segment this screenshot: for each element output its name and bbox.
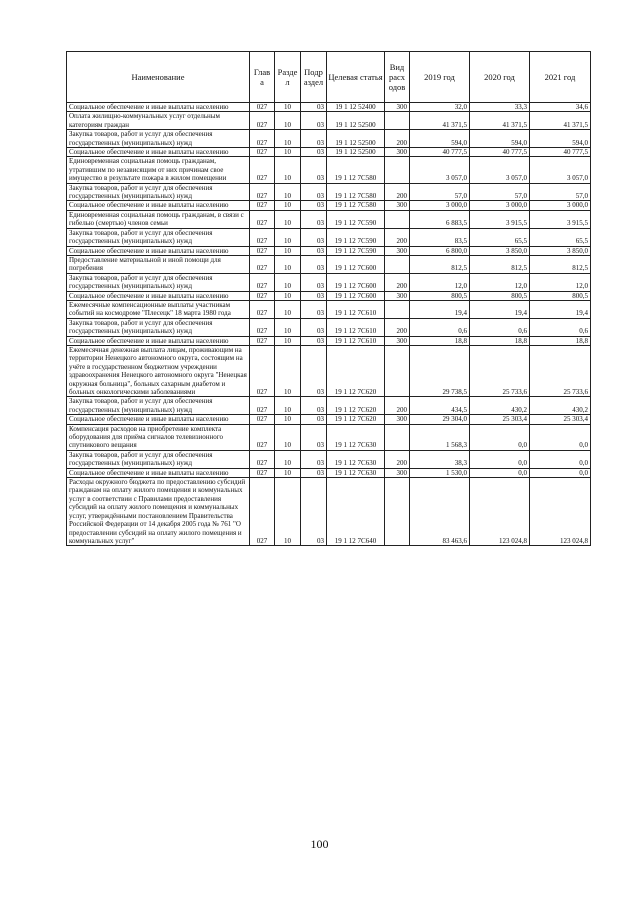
cell-vid: 200 (385, 318, 410, 336)
cell-glava: 027 (250, 336, 275, 345)
table-row (67, 228, 591, 246)
cell-vid: 300 (385, 201, 410, 210)
cell-2020: 3 915,5 (470, 210, 530, 228)
table-row (67, 103, 591, 112)
cell-glava: 027 (250, 183, 275, 201)
cell-name: Закупка товаров, работ и услуг для обеспечения государственных (муниципальных) нужд (67, 318, 250, 336)
cell-2020: 19,4 (470, 300, 530, 318)
cell-vid (385, 255, 410, 273)
cell-target: 19 1 12 7С590 (327, 210, 385, 228)
cell-2021: 40 777,5 (530, 148, 591, 157)
cell-target: 19 1 12 7С580 (327, 183, 385, 201)
table-row (67, 273, 591, 291)
cell-podrazdel: 03 (301, 300, 327, 318)
cell-vid: 300 (385, 246, 410, 255)
cell-target: 19 1 12 7С620 (327, 345, 385, 396)
cell-2021: 34,6 (530, 103, 591, 112)
cell-glava: 027 (250, 210, 275, 228)
cell-glava: 027 (250, 415, 275, 424)
table-row (67, 424, 591, 450)
cell-razdel: 10 (275, 112, 301, 130)
cell-razdel: 10 (275, 183, 301, 201)
cell-name: Социальное обеспечение и иные выплаты населению (67, 291, 250, 300)
header-glava: Глав а (250, 52, 275, 103)
cell-2020: 0,0 (470, 450, 530, 468)
cell-glava: 027 (250, 130, 275, 148)
cell-razdel: 10 (275, 255, 301, 273)
header-name: Наименование (67, 52, 250, 103)
cell-target: 19 1 12 7С580 (327, 201, 385, 210)
header-podrazdel: Подр аздел (301, 52, 327, 103)
cell-target: 19 1 12 52500 (327, 148, 385, 157)
cell-2019: 0,6 (410, 318, 470, 336)
table-row (67, 246, 591, 255)
cell-2019: 29 304,0 (410, 415, 470, 424)
cell-vid: 300 (385, 468, 410, 477)
cell-glava: 027 (250, 468, 275, 477)
cell-target: 19 1 12 7С600 (327, 255, 385, 273)
cell-glava: 027 (250, 148, 275, 157)
cell-target: 19 1 12 7С590 (327, 246, 385, 255)
cell-2020: 41 371,5 (470, 112, 530, 130)
cell-name: Ежемесячная денежная выплата лицам, проживающим на территории Ненецкого автономного округа, состоящим на учёте в государственном бюджетном учреждении здравоохранения Ненецкого автономного округа "Ненецкая окружная больница", больных сахарным диабетом и больных онкологическими заболеваниями (67, 345, 250, 396)
cell-razdel: 10 (275, 336, 301, 345)
cell-razdel: 10 (275, 148, 301, 157)
header-2020: 2020 год (470, 52, 530, 103)
table-row (67, 255, 591, 273)
cell-name: Единовременная социальная помощь гражданам, в связи с гибелью (смертью) членов семьи (67, 210, 250, 228)
cell-2020: 594,0 (470, 130, 530, 148)
table-row (67, 300, 591, 318)
header-2021: 2021 год (530, 52, 591, 103)
cell-2019: 434,5 (410, 397, 470, 415)
cell-razdel: 10 (275, 468, 301, 477)
cell-name: Социальное обеспечение и иные выплаты населению (67, 336, 250, 345)
cell-vid: 200 (385, 130, 410, 148)
cell-podrazdel: 03 (301, 478, 327, 546)
cell-2020: 800,5 (470, 291, 530, 300)
cell-podrazdel: 03 (301, 336, 327, 345)
cell-vid: 300 (385, 148, 410, 157)
table-row (67, 345, 591, 396)
table-row (67, 148, 591, 157)
table-row (67, 183, 591, 201)
cell-2020: 40 777,5 (470, 148, 530, 157)
cell-name: Оплата жилищно-коммунальных услуг отдельным категориям граждан (67, 112, 250, 130)
cell-2020: 812,5 (470, 255, 530, 273)
cell-2021: 57,0 (530, 183, 591, 201)
cell-podrazdel: 03 (301, 291, 327, 300)
cell-vid (385, 300, 410, 318)
cell-2020: 3 057,0 (470, 157, 530, 183)
cell-vid (385, 157, 410, 183)
cell-name: Закупка товаров, работ и услуг для обеспечения государственных (муниципальных) нужд (67, 397, 250, 415)
cell-name: Социальное обеспечение и иные выплаты населению (67, 468, 250, 477)
cell-podrazdel: 03 (301, 112, 327, 130)
cell-podrazdel: 03 (301, 228, 327, 246)
cell-glava: 027 (250, 318, 275, 336)
table-header-row (67, 52, 591, 103)
cell-2019: 812,5 (410, 255, 470, 273)
cell-razdel: 10 (275, 157, 301, 183)
cell-2019: 594,0 (410, 130, 470, 148)
cell-vid: 200 (385, 228, 410, 246)
cell-podrazdel: 03 (301, 468, 327, 477)
cell-2020: 33,3 (470, 103, 530, 112)
cell-name: Закупка товаров, работ и услуг для обеспечения государственных (муниципальных) нужд (67, 183, 250, 201)
cell-name: Ежемесячные компенсационные выплаты участникам событий на космодроме "Плесецк" 18 марта 1980 года (67, 300, 250, 318)
table-row (67, 397, 591, 415)
table-row (67, 157, 591, 183)
cell-2021: 12,0 (530, 273, 591, 291)
table-row (67, 336, 591, 345)
cell-glava: 027 (250, 112, 275, 130)
cell-name: Закупка товаров, работ и услуг для обеспечения государственных (муниципальных) нужд (67, 130, 250, 148)
cell-2021: 0,0 (530, 424, 591, 450)
cell-target: 19 1 12 7С630 (327, 468, 385, 477)
cell-podrazdel: 03 (301, 424, 327, 450)
header-razdel: Разде л (275, 52, 301, 103)
cell-2021: 594,0 (530, 130, 591, 148)
cell-razdel: 10 (275, 478, 301, 546)
cell-razdel: 10 (275, 318, 301, 336)
cell-2020: 0,0 (470, 424, 530, 450)
table-row (67, 112, 591, 130)
cell-vid: 300 (385, 103, 410, 112)
cell-target: 19 1 12 7С610 (327, 300, 385, 318)
cell-2019: 18,8 (410, 336, 470, 345)
cell-vid: 200 (385, 397, 410, 415)
cell-target: 19 1 12 7С630 (327, 424, 385, 450)
cell-name: Социальное обеспечение и иные выплаты населению (67, 201, 250, 210)
cell-podrazdel: 03 (301, 345, 327, 396)
table-row (67, 415, 591, 424)
cell-glava: 027 (250, 345, 275, 396)
cell-2021: 3 057,0 (530, 157, 591, 183)
cell-razdel: 10 (275, 291, 301, 300)
cell-name: Социальное обеспечение и иные выплаты населению (67, 103, 250, 112)
cell-target: 19 1 12 7С590 (327, 228, 385, 246)
header-vid: Вид расх одов (385, 52, 410, 103)
cell-2020: 123 024,8 (470, 478, 530, 546)
cell-razdel: 10 (275, 450, 301, 468)
cell-name: Социальное обеспечение и иные выплаты населению (67, 246, 250, 255)
cell-2020: 25 733,6 (470, 345, 530, 396)
cell-podrazdel: 03 (301, 130, 327, 148)
cell-razdel: 10 (275, 130, 301, 148)
cell-2021: 3 000,0 (530, 201, 591, 210)
cell-target: 19 1 12 7С620 (327, 397, 385, 415)
cell-2020: 3 850,0 (470, 246, 530, 255)
cell-podrazdel: 03 (301, 103, 327, 112)
cell-razdel: 10 (275, 300, 301, 318)
cell-vid (385, 345, 410, 396)
cell-target: 19 1 12 7С610 (327, 336, 385, 345)
cell-vid (385, 424, 410, 450)
cell-podrazdel: 03 (301, 255, 327, 273)
cell-2020: 3 000,0 (470, 201, 530, 210)
cell-glava: 027 (250, 450, 275, 468)
cell-podrazdel: 03 (301, 273, 327, 291)
cell-glava: 027 (250, 300, 275, 318)
cell-2021: 41 371,5 (530, 112, 591, 130)
page-number: 100 (310, 837, 329, 851)
table-row (67, 291, 591, 300)
cell-2019: 40 777,5 (410, 148, 470, 157)
cell-2019: 12,0 (410, 273, 470, 291)
cell-target: 19 1 12 7С580 (327, 157, 385, 183)
cell-name: Закупка товаров, работ и услуг для обеспечения государственных (муниципальных) нужд (67, 273, 250, 291)
cell-2021: 0,6 (530, 318, 591, 336)
cell-vid (385, 478, 410, 546)
cell-name: Закупка товаров, работ и услуг для обеспечения государственных (муниципальных) нужд (67, 228, 250, 246)
cell-glava: 027 (250, 246, 275, 255)
cell-2019: 83 463,6 (410, 478, 470, 546)
cell-glava: 027 (250, 397, 275, 415)
cell-target: 19 1 12 7С630 (327, 450, 385, 468)
cell-podrazdel: 03 (301, 148, 327, 157)
cell-podrazdel: 03 (301, 246, 327, 255)
cell-target: 19 1 12 52500 (327, 112, 385, 130)
cell-2019: 32,0 (410, 103, 470, 112)
cell-2019: 6 883,5 (410, 210, 470, 228)
cell-vid: 300 (385, 336, 410, 345)
cell-razdel: 10 (275, 228, 301, 246)
cell-vid: 200 (385, 273, 410, 291)
table-row (67, 201, 591, 210)
header-target: Целевая статья (327, 52, 385, 103)
cell-podrazdel: 03 (301, 397, 327, 415)
cell-target: 19 1 12 7С600 (327, 273, 385, 291)
cell-2021: 123 024,8 (530, 478, 591, 546)
cell-vid (385, 210, 410, 228)
cell-glava: 027 (250, 157, 275, 183)
cell-glava: 027 (250, 103, 275, 112)
cell-vid: 200 (385, 183, 410, 201)
cell-name: Закупка товаров, работ и услуг для обеспечения государственных (муниципальных) нужд (67, 450, 250, 468)
cell-razdel: 10 (275, 210, 301, 228)
cell-2021: 19,4 (530, 300, 591, 318)
cell-2021: 800,5 (530, 291, 591, 300)
table-row (67, 468, 591, 477)
cell-target: 19 1 12 7С620 (327, 415, 385, 424)
cell-2021: 65,5 (530, 228, 591, 246)
cell-2021: 812,5 (530, 255, 591, 273)
cell-podrazdel: 03 (301, 210, 327, 228)
header-2019: 2019 год (410, 52, 470, 103)
cell-podrazdel: 03 (301, 318, 327, 336)
cell-name: Единовременная социальная помощь гражданам, утратившим по независящим от них причинам свое имущество в результате пожара в жилом помещении (67, 157, 250, 183)
cell-2021: 18,8 (530, 336, 591, 345)
cell-2019: 1 530,0 (410, 468, 470, 477)
cell-2019: 800,5 (410, 291, 470, 300)
cell-2019: 83,5 (410, 228, 470, 246)
cell-2019: 29 738,5 (410, 345, 470, 396)
cell-podrazdel: 03 (301, 415, 327, 424)
cell-podrazdel: 03 (301, 201, 327, 210)
cell-razdel: 10 (275, 424, 301, 450)
cell-name: Социальное обеспечение и иные выплаты населению (67, 415, 250, 424)
cell-2021: 430,2 (530, 397, 591, 415)
cell-2020: 12,0 (470, 273, 530, 291)
cell-razdel: 10 (275, 397, 301, 415)
cell-glava: 027 (250, 291, 275, 300)
cell-name: Компенсация расходов на приобретение комплекта оборудования для приёма сигналов телевизионного спутникового вещания (67, 424, 250, 450)
cell-name: Расходы окружного бюджета по предоставлению субсидий гражданам на оплату жилого помещения и коммунальных услуг в соответствии с Правилами предоставления субсидий на оплату жилого помещения и коммунальных услуг, утверждёнными постановлением Правительства Российской Федерации от 14 декабря 2005 года № 761 "О предоставлении субсидий на оплату жилого помещения и коммунальных услуг" (67, 478, 250, 546)
table-row (67, 130, 591, 148)
cell-2020: 430,2 (470, 397, 530, 415)
cell-2019: 41 371,5 (410, 112, 470, 130)
cell-2019: 19,4 (410, 300, 470, 318)
cell-glava: 027 (250, 273, 275, 291)
cell-2021: 0,0 (530, 450, 591, 468)
cell-razdel: 10 (275, 201, 301, 210)
table-row (67, 450, 591, 468)
cell-podrazdel: 03 (301, 183, 327, 201)
cell-2019: 3 057,0 (410, 157, 470, 183)
cell-glava: 027 (250, 228, 275, 246)
cell-podrazdel: 03 (301, 157, 327, 183)
cell-2021: 3 915,5 (530, 210, 591, 228)
cell-2021: 3 850,0 (530, 246, 591, 255)
cell-2020: 18,8 (470, 336, 530, 345)
cell-vid (385, 112, 410, 130)
cell-razdel: 10 (275, 273, 301, 291)
cell-2019: 57,0 (410, 183, 470, 201)
cell-2019: 3 000,0 (410, 201, 470, 210)
budget-table (66, 51, 591, 546)
cell-target: 19 1 12 52400 (327, 103, 385, 112)
cell-target: 19 1 12 7С640 (327, 478, 385, 546)
cell-vid: 300 (385, 415, 410, 424)
cell-podrazdel: 03 (301, 450, 327, 468)
table-row (67, 318, 591, 336)
cell-2021: 25 303,4 (530, 415, 591, 424)
cell-2020: 25 303,4 (470, 415, 530, 424)
cell-vid: 200 (385, 450, 410, 468)
cell-2021: 25 733,6 (530, 345, 591, 396)
cell-glava: 027 (250, 478, 275, 546)
cell-name: Предоставление материальной и иной помощи для погребения (67, 255, 250, 273)
cell-2020: 0,0 (470, 468, 530, 477)
cell-glava: 027 (250, 424, 275, 450)
cell-2021: 0,0 (530, 468, 591, 477)
cell-razdel: 10 (275, 103, 301, 112)
cell-2019: 38,3 (410, 450, 470, 468)
cell-2020: 65,5 (470, 228, 530, 246)
cell-2020: 0,6 (470, 318, 530, 336)
cell-razdel: 10 (275, 345, 301, 396)
cell-vid: 300 (385, 291, 410, 300)
cell-glava: 027 (250, 255, 275, 273)
table-row (67, 478, 591, 546)
cell-2019: 1 568,3 (410, 424, 470, 450)
cell-name: Социальное обеспечение и иные выплаты населению (67, 148, 250, 157)
cell-target: 19 1 12 52500 (327, 130, 385, 148)
cell-2019: 6 800,0 (410, 246, 470, 255)
cell-target: 19 1 12 7С600 (327, 291, 385, 300)
cell-razdel: 10 (275, 415, 301, 424)
cell-razdel: 10 (275, 246, 301, 255)
cell-glava: 027 (250, 201, 275, 210)
cell-target: 19 1 12 7С610 (327, 318, 385, 336)
cell-2020: 57,0 (470, 183, 530, 201)
table-row (67, 210, 591, 228)
